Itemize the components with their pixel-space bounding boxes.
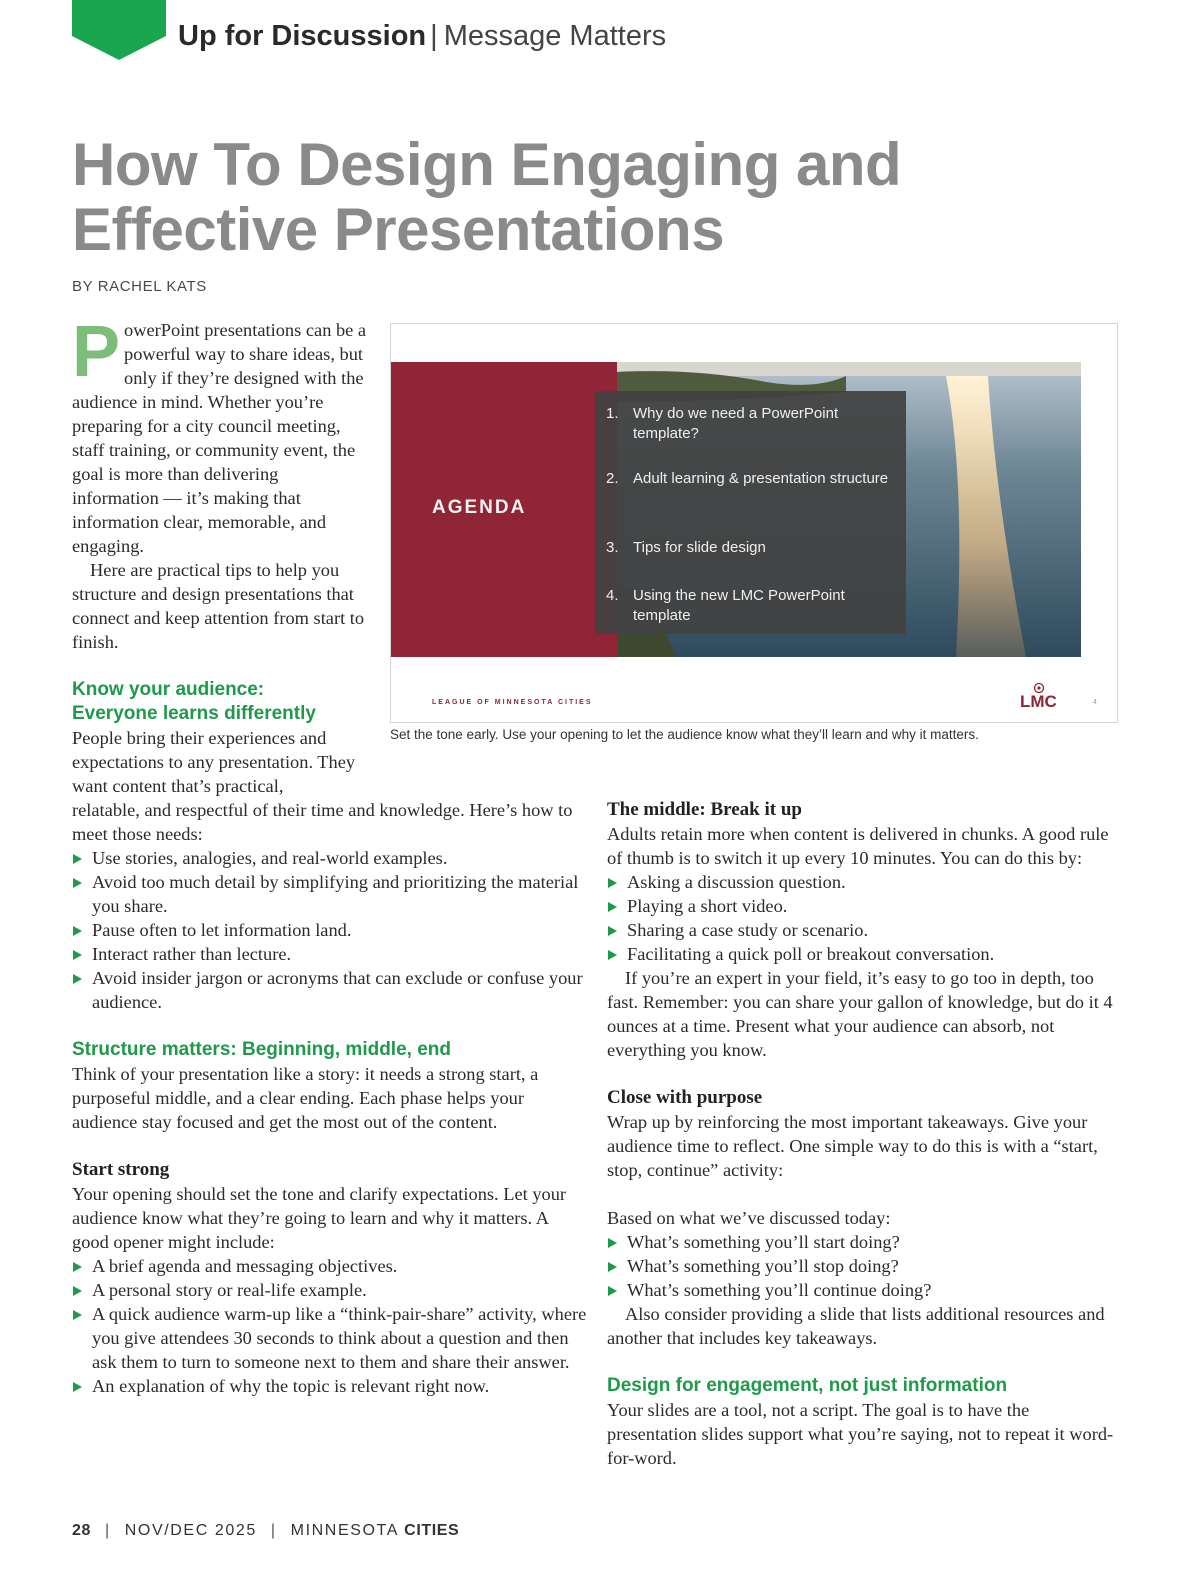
page-number: 28: [72, 1522, 91, 1539]
audience-heading: Know your audience: Everyone learns differently: [72, 679, 316, 724]
agenda-label: AGENDA: [432, 497, 527, 518]
subsection-name: Message Matters: [443, 20, 667, 52]
design-text: Your slides are a tool, not a script. The goal is to have the presentation slides support what you’re saying, not to repeat it word-for-word.: [607, 1400, 1114, 1468]
start-list: [72, 1254, 588, 1398]
agenda-item: 3. Tips for slide design: [606, 539, 766, 556]
slide-number: 4: [1093, 699, 1097, 706]
magazine-name-a: MINNESOTA: [290, 1522, 399, 1539]
agenda-item: 2. Adult learning & presentation structure: [606, 470, 889, 487]
structure-text: Think of your presentation like a story: it needs a strong start, a purposeful middle, and a clear ending. Each phase helps your audience stay focused and get the most out of the content.: [72, 1064, 539, 1132]
byline: BY RACHEL KATS: [72, 278, 207, 295]
design-heading: Design for engagement, not just information: [607, 1375, 1008, 1396]
column-right: [607, 798, 1123, 1470]
issue-date: NOV/DEC 2025: [124, 1522, 257, 1539]
list-item: Avoid too much detail by simplifying and prioritizing the material you share.: [72, 870, 588, 918]
intro-paragraph-2: Here are practical tips to help you structure and design presentations that connect and keep attention from start to finish.: [72, 560, 365, 652]
start-heading: Start strong: [72, 1159, 170, 1180]
drop-cap: P: [72, 312, 121, 392]
close-heading: Close with purpose: [607, 1087, 763, 1108]
close-lead: Based on what we’ve discussed today:: [607, 1208, 891, 1228]
audience-list: [72, 846, 588, 1014]
agenda-item: 1. Why do we need a PowerPoint template?: [606, 405, 839, 442]
close-list: [607, 1230, 1123, 1302]
middle-list: [607, 870, 1123, 966]
list-item: Interact rather than lecture.: [72, 942, 588, 966]
article-title: How To Design Engaging and Effective Presentations: [72, 131, 902, 263]
list-item: Pause often to let information land.: [72, 918, 588, 942]
list-item: A personal story or real-life example.: [72, 1278, 588, 1302]
section-tab-icon: [72, 0, 166, 60]
list-item: A quick audience warm-up like a “think-pair-share” activity, where you give attendees 30 seconds to think about a question and then ask them to turn to someone next to them and share their answer.: [72, 1302, 588, 1374]
close-text-2: Also consider providing a slide that lists additional resources and another that includes key takeaways.: [607, 1304, 1105, 1348]
audience-text-b: relatable, and respectful of their time and knowledge. Here’s how to meet those needs:: [72, 800, 573, 844]
intro-column: [72, 312, 368, 798]
list-item: Sharing a case study or scenario.: [607, 918, 1123, 942]
figure-caption: Set the tone early. Use your opening to let the audience know what they’ll learn and why it matters.: [390, 727, 979, 742]
page-footer: 28 | NOV/DEC 2025 | MINNESOTA CITIES: [72, 1522, 460, 1539]
middle-text-2: If you’re an expert in your field, it’s easy to go too in depth, too fast. Remember: you can share your gallon of knowledge, but do it 4 ounces at a time. Present what your audience can absorb, not everything you know.: [607, 968, 1113, 1060]
agenda-item: 4. Using the new LMC PowerPoint template: [606, 587, 845, 624]
list-item: Avoid insider jargon or acronyms that can exclude or confuse your audience.: [72, 966, 588, 1014]
close-text: Wrap up by reinforcing the most important takeaways. Give your audience time to reflect. One simple way to do this is with a “start, stop, continue” activity:: [607, 1112, 1098, 1180]
section-header: [178, 20, 666, 53]
header-divider: |: [430, 20, 438, 52]
section-name: Up for Discussion: [178, 20, 427, 52]
list-item: A brief agenda and messaging objectives.: [72, 1254, 588, 1278]
list-item: An explanation of why the topic is relevant right now.: [72, 1374, 588, 1398]
column-left: [72, 798, 588, 1398]
list-item: Asking a discussion question.: [607, 870, 1123, 894]
middle-heading: The middle: Break it up: [607, 799, 802, 820]
list-item: Facilitating a quick poll or breakout conversation.: [607, 942, 1123, 966]
slide-footer-org: LEAGUE OF MINNESOTA CITIES: [432, 699, 593, 706]
list-item: Use stories, analogies, and real-world examples.: [72, 846, 588, 870]
magazine-name-b: CITIES: [404, 1522, 460, 1539]
start-text: Your opening should set the tone and clarify expectations. Let your audience know what they’re going to learn and why it matters. A good opener might include:: [72, 1184, 567, 1252]
audience-text-a: People bring their experiences and expectations to any presentation. They want content that’s practical,: [72, 728, 356, 796]
structure-heading: Structure matters: Beginning, middle, end: [72, 1039, 451, 1060]
middle-text: Adults retain more when content is delivered in chunks. A good rule of thumb is to switch it up every 10 minutes. You can do this by:: [607, 824, 1109, 868]
list-item: What’s something you’ll continue doing?: [607, 1278, 1123, 1302]
intro-paragraph: PowerPoint presentations can be a powerful way to share ideas, but only if they’re designed with the audience in mind. Whether you’re preparing for a city council meeting, staff training, or community event, the goal is more than delivering information — it’s making that information clear, memorable, and engaging.: [72, 312, 367, 556]
list-item: What’s something you’ll stop doing?: [607, 1254, 1123, 1278]
list-item: Playing a short video.: [607, 894, 1123, 918]
lmc-logo: LMC: [1020, 692, 1057, 711]
list-item: What’s something you’ll start doing?: [607, 1230, 1123, 1254]
